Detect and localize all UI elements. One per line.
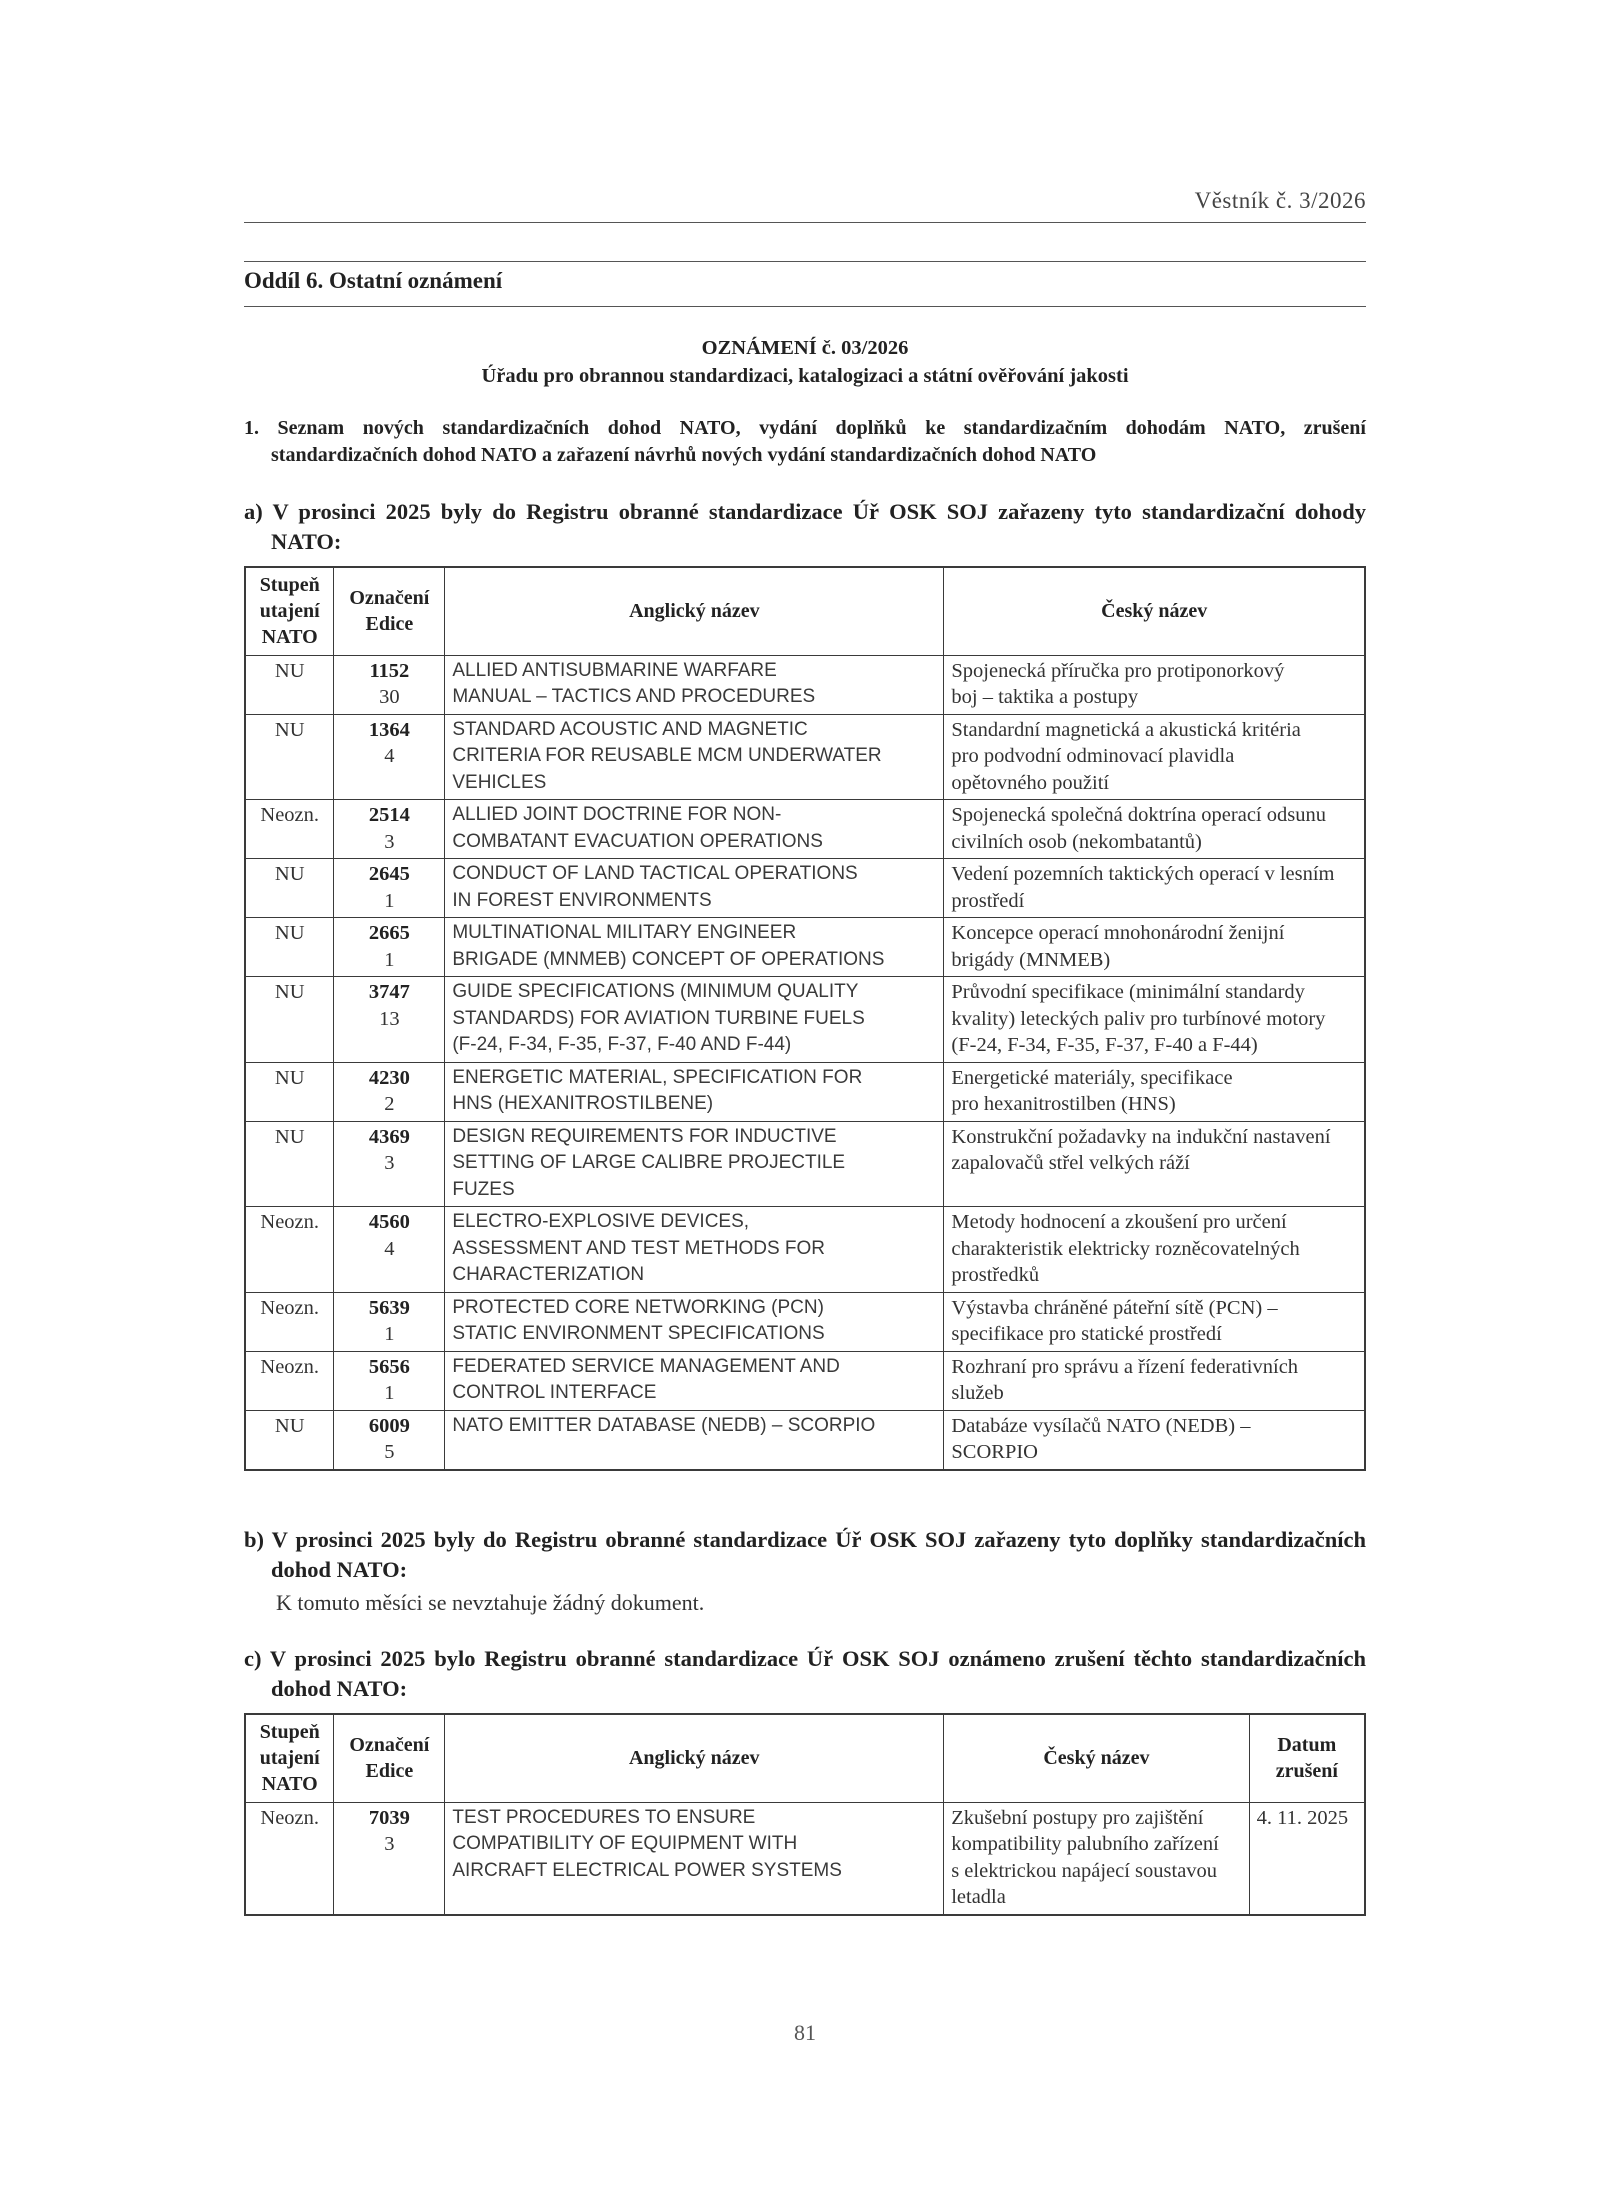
stanag-number: 4230: [368, 1066, 410, 1089]
stanag-number: 4369: [368, 1125, 410, 1148]
czech-title-cell-line: kompatibility palubního zařízení: [951, 1833, 1219, 1855]
designation-cell: [334, 859, 445, 918]
english-title-cell-line: CONTROL INTERFACE: [452, 1382, 657, 1403]
table-row: [245, 655, 1365, 714]
edition-number: 1: [384, 889, 395, 912]
english-title-cell: [445, 1062, 944, 1121]
designation-cell: [334, 1351, 445, 1410]
header-designation-line-1: Označení: [349, 1734, 430, 1757]
stanag-number: 3747: [368, 981, 410, 1003]
czech-title-cell-line: služeb: [951, 1382, 1004, 1404]
english-title-cell-line: SETTING OF LARGE CALIBRE PROJECTILE: [452, 1152, 846, 1173]
czech-title-cell-line: pro hexanitrostilben (HNS): [951, 1093, 1176, 1115]
czech-title-cell-line: s elektrickou napájecí soustavou: [951, 1859, 1218, 1882]
table-row: [245, 859, 1365, 918]
edition-number: 3: [384, 1833, 395, 1855]
english-title-cell-line: CHARACTERIZATION: [452, 1264, 645, 1285]
header-rule: [244, 222, 1366, 223]
czech-title-cell-line: kvality) leteckých paliv pro turbínové motory: [951, 1007, 1326, 1030]
english-title-cell-line: COMPATIBILITY OF EQUIPMENT WITH: [452, 1833, 798, 1854]
czech-title-cell-line: Standardní magnetická a akustická kritéria: [951, 718, 1301, 741]
czech-title-cell: [944, 1121, 1365, 1207]
edition-number: 13: [379, 1007, 400, 1030]
czech-title-cell: [944, 1292, 1365, 1351]
classification-cell: Neozn.: [245, 1292, 334, 1351]
edition-number: 30: [379, 686, 400, 708]
running-head: Věstník č. 3/2026: [1194, 188, 1366, 213]
czech-title-cell-line: specifikace pro statické prostředí: [951, 1323, 1222, 1345]
classification-cell: Neozn.: [245, 1802, 334, 1915]
czech-title-cell: [944, 859, 1365, 918]
part-c-line-2: dohod NATO:: [271, 1676, 408, 1701]
edition-number: 1: [384, 1323, 395, 1345]
designation-cell: [334, 977, 445, 1063]
czech-title-cell-line: civilních osob (nekombatantů): [951, 830, 1202, 853]
designation-cell: [334, 655, 445, 714]
czech-title-cell: [944, 1410, 1365, 1470]
czech-title-cell: [944, 918, 1365, 977]
classification-cell: Neozn.: [245, 1351, 334, 1410]
header-classification-line-3: NATO: [261, 626, 318, 649]
english-title-cell: [445, 1410, 944, 1470]
english-title-cell-line: STATIC ENVIRONMENT SPECIFICATIONS: [452, 1323, 825, 1344]
czech-title-cell-line: Koncepce operací mnohonárodní ženijní: [951, 922, 1285, 944]
czech-title-cell: [944, 800, 1365, 859]
czech-title-cell: [944, 1062, 1365, 1121]
designation-cell: [334, 1062, 445, 1121]
part-c-line-1: c) V prosinci 2025 bylo Registru obranné standardizace Úř OSK SOJ oznámeno zrušení těchto standardizačních: [244, 1646, 1366, 1671]
designation-cell: [334, 714, 445, 800]
english-title-cell-line: CONDUCT OF LAND TACTICAL OPERATIONS: [452, 863, 858, 884]
czech-title-cell-line: Spojenecká společná doktrína operací odsunu: [951, 804, 1326, 826]
designation-cell: [334, 1121, 445, 1207]
czech-title-cell-line: Spojenecká příručka pro protiponorkový: [951, 659, 1285, 682]
czech-title-cell: [944, 655, 1365, 714]
classification-cell: Neozn.: [245, 800, 334, 859]
english-title-cell-line: ASSESSMENT AND TEST METHODS FOR: [452, 1237, 826, 1259]
notice-subtitle: Úřadu pro obrannou standardizaci, katalogizaci a státní ověřování jakosti: [481, 365, 1129, 387]
notice-title: OZNÁMENÍ č. 03/2026: [701, 337, 909, 359]
stanag-number: 7039: [368, 1806, 410, 1829]
english-title-cell-line: HNS (HEXANITROSTILBENE): [452, 1093, 714, 1114]
english-title-cell-line: FEDERATED SERVICE MANAGEMENT AND: [452, 1355, 840, 1377]
english-title-cell-line: TEST PROCEDURES TO ENSURE: [452, 1806, 756, 1828]
edition-number: 4: [384, 1237, 395, 1260]
item-1-heading: [244, 415, 1366, 469]
part-c-heading: [244, 1644, 1366, 1704]
table-row: [245, 1410, 1365, 1470]
page-number: 81: [794, 2020, 816, 2045]
czech-title-cell-line: Zkušební postupy pro zajištění: [951, 1806, 1204, 1829]
english-title-cell-line: ALLIED JOINT DOCTRINE FOR NON-: [452, 804, 782, 825]
czech-title-cell-line: SCORPIO: [951, 1441, 1038, 1463]
edition-number: 3: [384, 830, 395, 853]
header-date-line-1: Datum: [1277, 1734, 1337, 1757]
header-classification-line-1: Stupeň: [259, 574, 320, 597]
withdrawal-date-cell: 4. 11. 2025: [1249, 1802, 1365, 1915]
czech-title-cell-line: boj – taktika a postupy: [951, 686, 1139, 708]
classification-cell: NU: [245, 1410, 334, 1470]
czech-title-cell-line: Konstrukční požadavky na indukční nastavení: [951, 1125, 1331, 1148]
table-row: [245, 977, 1365, 1063]
english-title-cell: [445, 800, 944, 859]
stanag-number: 2665: [368, 922, 410, 944]
edition-number: 5: [384, 1441, 395, 1463]
stanag-number: 5639: [368, 1296, 410, 1319]
classification-cell: NU: [245, 977, 334, 1063]
header-designation-line-2: Edice: [365, 1760, 414, 1783]
table-row: [245, 1802, 1365, 1915]
classification-cell: NU: [245, 655, 334, 714]
designation-cell: [334, 1410, 445, 1470]
header-czech-title: Český název: [944, 567, 1365, 655]
english-title-cell-line: COMBATANT EVACUATION OPERATIONS: [452, 830, 823, 852]
part-a-line-2: NATO:: [271, 529, 342, 554]
czech-title-cell-line: Databáze vysílačů NATO (NEDB) –: [951, 1414, 1251, 1437]
part-a-line-1: a) V prosinci 2025 byly do Registru obranné standardizace Úř OSK SOJ zařazeny tyto standardizační dohody: [244, 499, 1366, 524]
english-title-cell-line: STANDARD ACOUSTIC AND MAGNETIC: [452, 718, 808, 740]
czech-title-cell-line: pro podvodní odminovací plavidla: [951, 745, 1235, 767]
english-title-cell-line: MANUAL – TACTICS AND PROCEDURES: [452, 686, 816, 707]
czech-title-cell-line: Vedení pozemních taktických operací v lesním: [951, 863, 1335, 885]
classification-cell: NU: [245, 918, 334, 977]
edition-number: 3: [384, 1152, 395, 1174]
english-title-cell-line: CRITERIA FOR REUSABLE MCM UNDERWATER: [452, 745, 882, 766]
english-title-cell-line: GUIDE SPECIFICATIONS (MINIMUM QUALITY: [452, 981, 859, 1002]
section-rule-top: [244, 261, 1366, 262]
table-header-row: [245, 1714, 1365, 1802]
stanag-number: 1152: [369, 659, 410, 682]
table-added-stanags: [244, 566, 1366, 1471]
czech-title-cell-line: Průvodní specifikace (minimální standardy: [951, 981, 1305, 1003]
part-b-line-1: b) V prosinci 2025 byly do Registru obranné standardizace Úř OSK SOJ zařazeny tyto doplňky standardizačních: [244, 1527, 1366, 1552]
header-czech-title: Český název: [944, 1714, 1249, 1802]
english-title-cell: [445, 1121, 944, 1207]
edition-number: 4: [384, 745, 395, 767]
english-title-cell-line: AIRCRAFT ELECTRICAL POWER SYSTEMS: [452, 1859, 842, 1881]
designation-cell: [334, 1292, 445, 1351]
czech-title-cell: [944, 1802, 1249, 1915]
english-title-cell: [445, 1292, 944, 1351]
classification-cell: NU: [245, 859, 334, 918]
header-designation: [334, 567, 445, 655]
part-b-note: K tomuto měsíci se nevztahuje žádný dokument.: [276, 1590, 705, 1615]
item-1-line-2: standardizačních dohod NATO a zařazení návrhů nových vydání standardizačních dohod NATO: [271, 444, 1097, 466]
section-title: Oddíl 6. Ostatní oznámení: [244, 268, 503, 293]
item-1-line-1: 1. Seznam nových standardizačních dohod NATO, vydání doplňků ke standardizačním dohodám NATO, zrušení: [244, 417, 1366, 439]
czech-title-cell-line: prostředí: [951, 889, 1025, 912]
header-classification-line-1: Stupeň: [259, 1721, 320, 1744]
classification-cell: NU: [245, 714, 334, 800]
stanag-number: 6009: [368, 1414, 410, 1437]
designation-cell: [334, 1802, 445, 1915]
czech-title-cell: [944, 714, 1365, 800]
czech-title-cell-line: prostředků: [951, 1264, 1040, 1286]
english-title-cell-line: PROTECTED CORE NETWORKING (PCN): [452, 1296, 824, 1318]
header-classification: [245, 567, 334, 655]
designation-cell: [334, 918, 445, 977]
table-row: [245, 1292, 1365, 1351]
header-designation-line-1: Označení: [349, 587, 430, 610]
edition-number: 2: [384, 1093, 395, 1115]
czech-title-cell: [944, 1207, 1365, 1293]
designation-cell: [334, 800, 445, 859]
english-title-cell-line: ENERGETIC MATERIAL, SPECIFICATION FOR: [452, 1066, 863, 1088]
stanag-number: 2645: [368, 863, 410, 885]
czech-title-cell-line: (F-24, F-34, F-35, F-37, F-40 a F-44): [951, 1034, 1258, 1056]
stanag-number: 1364: [368, 718, 410, 741]
english-title-cell-line: NATO EMITTER DATABASE (NEDB) – SCORPIO: [452, 1414, 876, 1436]
english-title-cell: [445, 918, 944, 977]
czech-title-cell-line: charakteristik elektricky rozněcovatelných: [951, 1237, 1300, 1260]
english-title-cell-line: DESIGN REQUIREMENTS FOR INDUCTIVE: [452, 1125, 837, 1147]
czech-title-cell: [944, 977, 1365, 1063]
english-title-cell: [445, 1207, 944, 1293]
header-date-line-2: zrušení: [1275, 1760, 1338, 1783]
czech-title-cell-line: Výstavba chráněné páteřní sítě (PCN) –: [951, 1296, 1278, 1319]
english-title-cell: [445, 1351, 944, 1410]
czech-title-cell-line: brigády (MNMEB): [951, 948, 1111, 971]
czech-title-cell-line: zapalovačů střel velkých ráží: [951, 1152, 1190, 1174]
designation-cell: [334, 1207, 445, 1293]
part-b-line-2: dohod NATO:: [271, 1557, 408, 1582]
header-designation: [334, 1714, 445, 1802]
czech-title-cell-line: opětovného použití: [951, 771, 1110, 794]
english-title-cell-line: MULTINATIONAL MILITARY ENGINEER: [452, 922, 797, 943]
header-classification-line-2: utajení: [259, 1747, 320, 1770]
stanag-number: 4560: [368, 1211, 410, 1233]
english-title-cell-line: VEHICLES: [452, 771, 547, 793]
english-title-cell-line: STANDARDS) FOR AVIATION TURBINE FUELS: [452, 1007, 865, 1029]
table-row: [245, 918, 1365, 977]
table-row: [245, 1351, 1365, 1410]
table-row: [245, 1062, 1365, 1121]
english-title-cell: [445, 1802, 944, 1915]
header-english-title: Anglický název: [445, 567, 944, 655]
header-withdrawal-date: [1249, 1714, 1365, 1802]
english-title-cell-line: BRIGADE (MNMEB) CONCEPT OF OPERATIONS: [452, 948, 885, 970]
english-title-cell: [445, 859, 944, 918]
english-title-cell: [445, 714, 944, 800]
part-a-heading: [244, 497, 1366, 557]
english-title-cell: [445, 977, 944, 1063]
edition-number: 1: [384, 948, 395, 971]
classification-cell: NU: [245, 1062, 334, 1121]
stanag-number: 2514: [368, 804, 410, 826]
english-title-cell: [445, 655, 944, 714]
section-rule-bottom: [244, 306, 1366, 307]
english-title-cell-line: IN FOREST ENVIRONMENTS: [452, 889, 712, 911]
header-designation-line-2: Edice: [365, 613, 414, 636]
table-row: [245, 1207, 1365, 1293]
english-title-cell-line: (F-24, F-34, F-35, F-37, F-40 AND F-44): [452, 1034, 792, 1055]
header-english-title: Anglický název: [445, 1714, 944, 1802]
table-row: [245, 800, 1365, 859]
english-title-cell-line: ELECTRO-EXPLOSIVE DEVICES,: [452, 1211, 750, 1232]
stanag-number: 5656: [368, 1355, 410, 1378]
table-header-row: [245, 567, 1365, 655]
header-classification-line-2: utajení: [259, 600, 320, 623]
czech-title-cell-line: Energetické materiály, specifikace: [951, 1066, 1233, 1089]
czech-title-cell-line: Rozhraní pro správu a řízení federativních: [951, 1355, 1299, 1378]
classification-cell: NU: [245, 1121, 334, 1207]
table-row: [245, 714, 1365, 800]
header-classification: [245, 1714, 334, 1802]
english-title-cell-line: ALLIED ANTISUBMARINE WARFARE: [452, 659, 777, 681]
czech-title-cell: [944, 1351, 1365, 1410]
table-withdrawn-stanags: [244, 1713, 1366, 1916]
part-b-heading: [244, 1525, 1366, 1585]
english-title-cell-line: FUZES: [452, 1178, 515, 1200]
edition-number: 1: [384, 1382, 395, 1404]
czech-title-cell-line: letadla: [951, 1886, 1006, 1908]
czech-title-cell-line: Metody hodnocení a zkoušení pro určení: [951, 1211, 1287, 1233]
table-row: [245, 1121, 1365, 1207]
classification-cell: Neozn.: [245, 1207, 334, 1293]
header-classification-line-3: NATO: [261, 1773, 318, 1796]
